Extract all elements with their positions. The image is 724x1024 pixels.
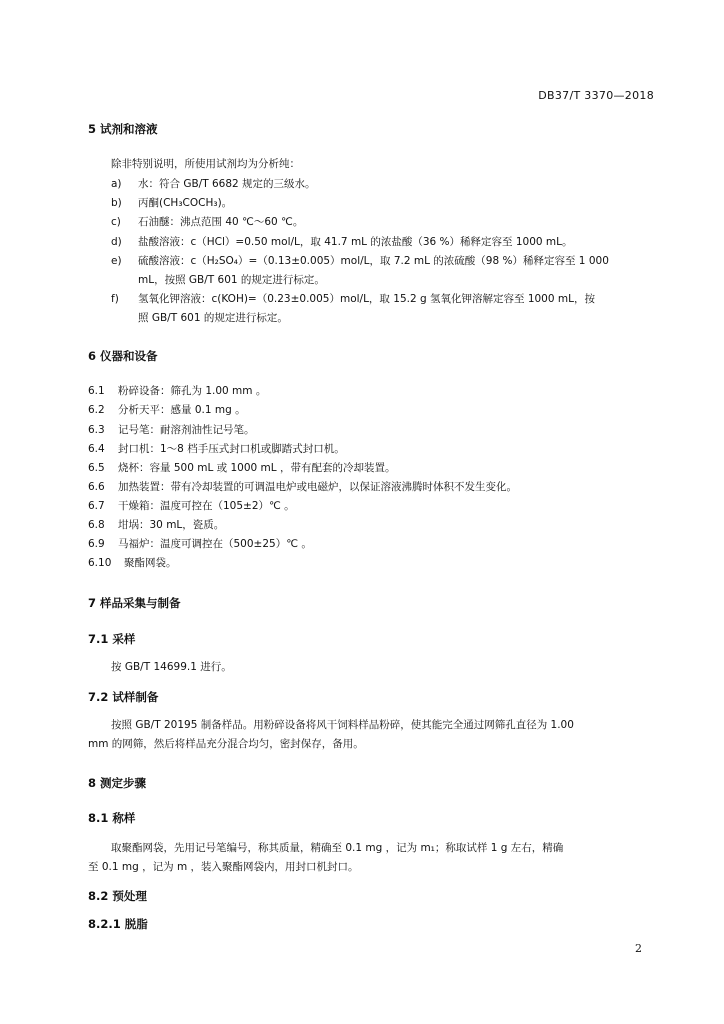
item-text: 坩埚：30 mL，瓷质。 — [118, 519, 225, 531]
item-label: b) — [111, 197, 122, 209]
reagent-item-e-continuation: mL，按照 GB/T 601 的规定进行标定。 — [138, 274, 325, 286]
item-text: 石油醚：沸点范围 40 ℃～60 ℃。 — [138, 216, 304, 228]
page-number: 2 — [635, 942, 642, 955]
equipment-item — [88, 403, 246, 417]
item-label: a) — [111, 178, 122, 190]
item-text: 水：符合 GB/T 6682 规定的三级水。 — [138, 178, 316, 190]
item-text: 氢氧化钾溶液：c(KOH)=（0.23±0.005）mol/L，取 15.2 g 氢氧化钾溶解定容至 1000 mL，按 — [138, 293, 595, 305]
reagent-item-f-continuation: 照 GB/T 601 的规定进行标定。 — [138, 312, 288, 324]
equipment-item — [88, 499, 295, 513]
item-text: 丙酮(CH₃COCH₃)。 — [138, 197, 233, 209]
section-7-title: 7 样品采集与制备 — [88, 596, 181, 610]
equipment-item — [88, 556, 177, 570]
item-text: 干燥箱：温度可控在（105±2）℃ 。 — [118, 500, 295, 512]
section-8-1-title: 8.1 称样 — [88, 811, 136, 825]
item-text: 封口机：1～8 档手压式封口机或脚踏式封口机。 — [118, 443, 345, 455]
item-label: c) — [111, 216, 121, 228]
reagent-item-d — [111, 235, 573, 249]
item-text: 记号笔：耐溶剂油性记号笔。 — [118, 424, 255, 436]
item-label: e) — [111, 255, 122, 267]
item-text: 分析天平：感量 0.1 mg 。 — [118, 404, 246, 416]
section-7-2-line-1: 按照 GB/T 20195 制备样品。用粉碎设备将风干饲料样品粉碎，使其能完全通过网筛孔直径为 1.00 — [111, 719, 574, 731]
reagent-item-c — [111, 215, 303, 229]
section-8-2-1-title: 8.2.1 脱脂 — [88, 917, 148, 931]
section-5-intro: 除非特别说明，所使用试剂均为分析纯： — [111, 158, 300, 170]
section-6-title: 6 仪器和设备 — [88, 349, 158, 363]
equipment-item — [88, 423, 255, 437]
section-8-1-line-1: 取聚酯网袋，先用记号笔编号，称其质量，精确至 0.1 mg ，记为 m₁；称取试样 1 g 左右，精确 — [111, 842, 564, 854]
section-7-2-title: 7.2 试样制备 — [88, 690, 159, 704]
item-text: 硫酸溶液：c（H₂SO₄）=（0.13±0.005）mol/L，取 7.2 mL 的浓硫酸（98 %）稀释定容至 1 000 — [138, 255, 609, 267]
item-number: 6.9 — [88, 538, 105, 550]
section-8-title: 8 测定步骤 — [88, 776, 147, 790]
item-text: 聚酯网袋。 — [124, 557, 177, 569]
section-7-2-line-2: mm 的网筛，然后将样品充分混合均匀，密封保存，备用。 — [88, 738, 364, 750]
section-7-1-text: 按 GB/T 14699.1 进行。 — [111, 661, 232, 673]
item-text: 加热装置：带有冷却装置的可调温电炉或电磁炉，以保证溶液沸腾时体积不发生变化。 — [118, 481, 517, 493]
equipment-item — [88, 480, 517, 494]
item-number: 6.7 — [88, 500, 105, 512]
section-8-1-line-2: 至 0.1 mg ，记为 m ，装入聚酯网袋内，用封口机封口。 — [88, 861, 359, 873]
item-number: 6.1 — [88, 385, 105, 397]
item-label: d) — [111, 236, 122, 248]
item-number: 6.5 — [88, 462, 105, 474]
equipment-item — [88, 384, 266, 398]
reagent-item-f — [111, 292, 595, 306]
equipment-item — [88, 537, 312, 551]
reagent-item-e — [111, 254, 609, 268]
section-8-2-title: 8.2 预处理 — [88, 889, 147, 903]
item-text: 盐酸溶液：c（HCl）=0.50 mol/L，取 41.7 mL 的浓盐酸（36 %）稀释定容至 1000 mL。 — [138, 236, 573, 248]
item-number: 6.8 — [88, 519, 105, 531]
item-label: f) — [111, 293, 119, 305]
item-number: 6.4 — [88, 443, 105, 455]
item-text: 马福炉：温度可调控在（500±25）℃ 。 — [118, 538, 312, 550]
item-number: 6.10 — [88, 557, 112, 569]
equipment-item — [88, 518, 224, 532]
reagent-item-a — [111, 177, 316, 191]
item-text: 烧杯：容量 500 mL 或 1000 mL ，带有配套的冷却装置。 — [118, 462, 396, 474]
item-text: 粉碎设备：筛孔为 1.00 mm 。 — [118, 385, 267, 397]
section-7-1-title: 7.1 采样 — [88, 632, 136, 646]
item-number: 6.6 — [88, 481, 105, 493]
reagent-item-b — [111, 196, 232, 210]
document-code: DB37/T 3370—2018 — [538, 89, 654, 102]
item-number: 6.2 — [88, 404, 105, 416]
section-5-title: 5 试剂和溶液 — [88, 122, 158, 136]
equipment-item — [88, 461, 395, 475]
equipment-item — [88, 442, 345, 456]
item-number: 6.3 — [88, 424, 105, 436]
